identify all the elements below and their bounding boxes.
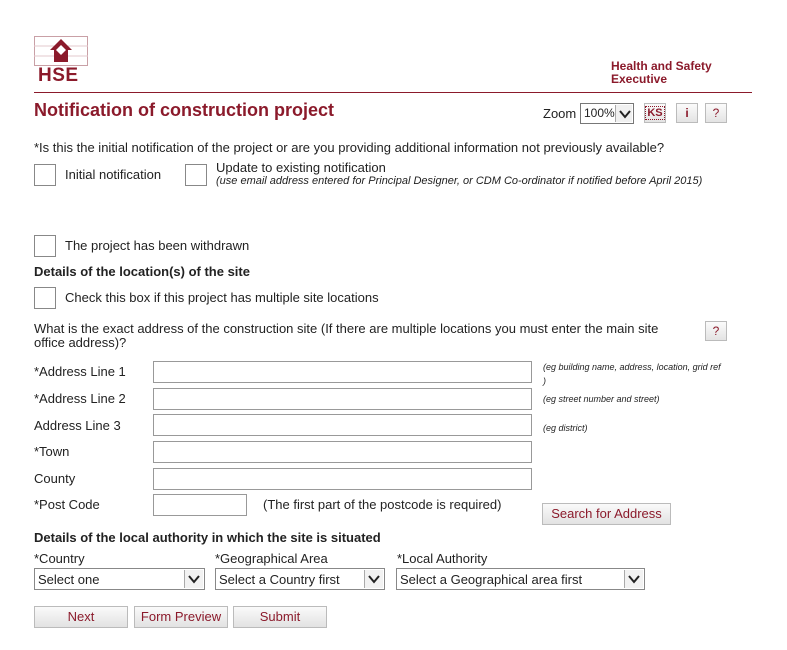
- chevron-down-icon: [184, 570, 203, 588]
- post-code-label: *Post Code: [34, 497, 100, 512]
- local-authority-label: *Local Authority: [397, 551, 488, 566]
- address-line-3-label: Address Line 3: [34, 418, 121, 433]
- multiple-sites-checkbox[interactable]: [34, 287, 56, 309]
- address-question: What is the exact address of the construction site (If there are multiple locations you must enter the main site office address)?: [34, 321, 659, 350]
- address-line-2-label: *Address Line 2: [34, 391, 126, 406]
- info-button[interactable]: i: [676, 103, 698, 123]
- help-button[interactable]: ?: [705, 103, 727, 123]
- zoom-value: 100%: [584, 106, 615, 120]
- agency-line-1: Health and Safety: [611, 59, 712, 73]
- county-input[interactable]: [153, 468, 532, 490]
- address-help-button[interactable]: ?: [705, 321, 727, 341]
- initial-notification-label: Initial notification: [65, 167, 162, 182]
- ks-label: KS: [647, 107, 663, 119]
- withdrawn-checkbox[interactable]: [34, 235, 56, 257]
- update-notification-checkbox[interactable]: [185, 164, 207, 186]
- country-value: Select one: [38, 572, 100, 587]
- chevron-down-icon: [624, 570, 643, 588]
- address-line-2-hint: (eg street number and street): [543, 394, 660, 404]
- county-label: County: [34, 471, 76, 486]
- address-line-1-input[interactable]: [153, 361, 532, 383]
- address-line-3-hint: (eg district): [543, 423, 588, 433]
- geographical-area-label: *Geographical Area: [215, 551, 328, 566]
- location-section-title: Details of the location(s) of the site: [34, 264, 250, 279]
- local-authority-value: Select a Geographical area first: [400, 572, 583, 587]
- zoom-select[interactable]: [580, 103, 634, 124]
- post-code-input[interactable]: [153, 494, 247, 516]
- zoom-label: Zoom: [543, 106, 577, 121]
- header-divider: [34, 92, 752, 93]
- address-line-1-label: *Address Line 1: [34, 364, 126, 379]
- withdrawn-label: The project has been withdrawn: [65, 238, 250, 253]
- address-line-2-input[interactable]: [153, 388, 532, 410]
- multiple-sites-label: Check this box if this project has multiple site locations: [65, 290, 379, 305]
- geographical-area-value: Select a Country first: [219, 572, 340, 587]
- keyboard-shortcuts-button[interactable]: [644, 103, 666, 123]
- authority-section-title: Details of the local authority in which the site is situated: [34, 530, 381, 545]
- post-code-hint: (The first part of the postcode is required): [263, 497, 502, 512]
- agency-name: [611, 60, 712, 86]
- update-notification-label: Update to existing notification: [216, 160, 386, 175]
- town-input[interactable]: [153, 441, 532, 463]
- country-select[interactable]: [34, 568, 205, 590]
- submit-button[interactable]: Submit: [233, 606, 327, 628]
- chevron-down-icon: [615, 105, 632, 122]
- initial-notification-checkbox[interactable]: [34, 164, 56, 186]
- notification-question: *Is this the initial notification of the project or are you providing additional information not previously available?: [34, 140, 665, 155]
- address-line-3-input[interactable]: [153, 414, 532, 436]
- country-label: *Country: [34, 551, 85, 566]
- chevron-down-icon: [364, 570, 383, 588]
- geographical-area-select[interactable]: [215, 568, 385, 590]
- hse-logo-icon: [34, 36, 88, 66]
- address-line-1-hint: (eg building name, address, location, grid ref ): [543, 362, 721, 386]
- page-title: Notification of construction project: [34, 100, 334, 120]
- form-preview-button[interactable]: Form Preview: [134, 606, 228, 628]
- local-authority-select[interactable]: [396, 568, 645, 590]
- town-label: *Town: [34, 444, 70, 459]
- search-address-button[interactable]: Search for Address: [542, 503, 671, 525]
- logo-text: HSE: [38, 65, 79, 86]
- next-button[interactable]: Next: [34, 606, 128, 628]
- agency-line-2: Executive: [611, 72, 668, 86]
- update-notification-note: (use email address entered for Principal Designer, or CDM Co-ordinator if notified before April 2015): [216, 175, 703, 187]
